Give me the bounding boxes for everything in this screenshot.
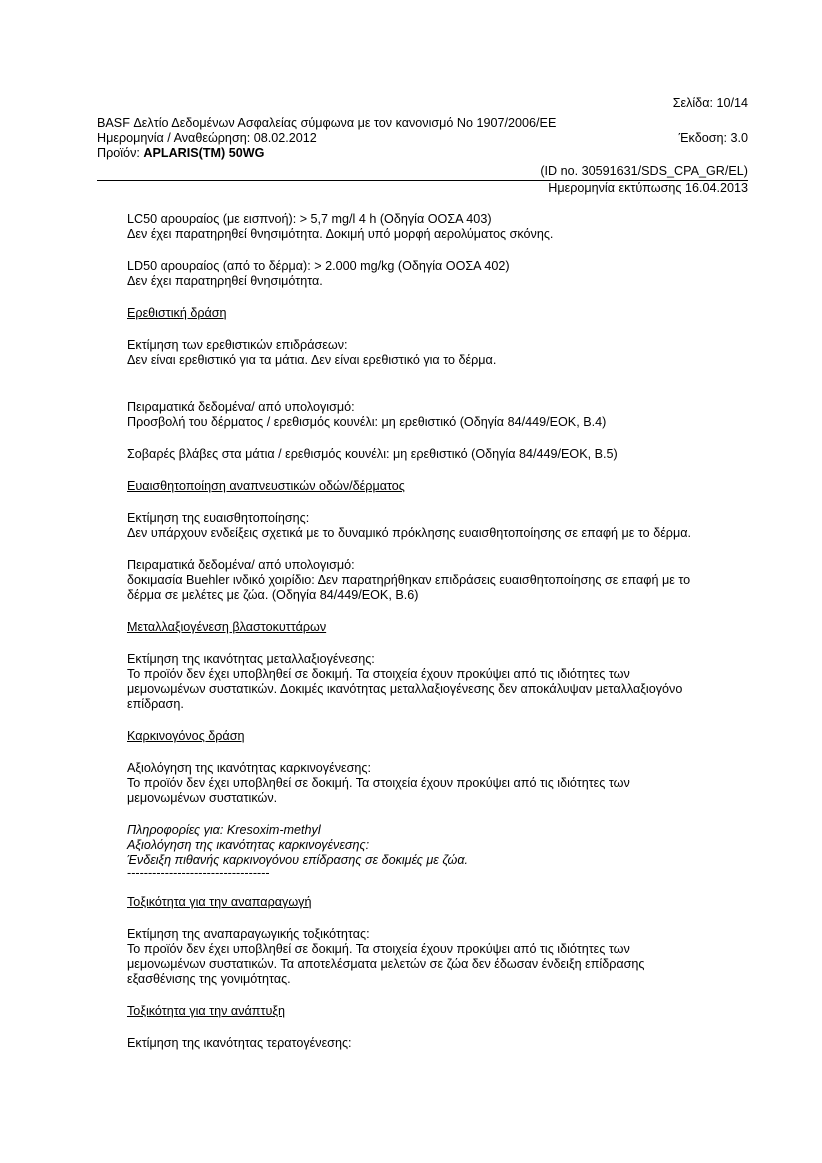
product-line [97,146,748,161]
paragraph: Αξιολόγηση της ικανότητας καρκινογένεσης: [127,761,371,775]
section-heading-irritation: Ερεθιστική δράση [127,306,227,320]
paragraph: δέρμα σε μελέτες με ζώα. (Οδηγία 84/449/ΕΟΚ, B.6) [127,588,419,602]
paragraph: Εκτίμηση της αναπαραγωγικής τοξικότητας: [127,927,370,941]
product-label: Προϊόν: [97,146,144,160]
document-id: (ID no. 30591631/SDS_CPA_GR/EL) [540,164,748,178]
paragraph: μεμονωμένων συστατικών. Τα αποτελέσματα μελετών σε ζώα δεν έδωσαν ένδειξη επίδρασης [127,957,645,971]
paragraph: Το προϊόν δεν έχει υποβληθεί σε δοκιμή. Τα στοιχεία έχουν προκύψει από τις ιδιότητες των [127,942,630,956]
page-number: Σελίδα: 10/14 [672,96,748,110]
paragraph-italic: Πληροφορίες για: Kresoxim-methyl [127,823,321,837]
product-name: APLARIS(TM) 50WG [143,146,265,160]
dashed-separator: ---------------------------------- [127,866,270,880]
paragraph: Εκτίμηση της ευαισθητοποίησης: [127,511,310,525]
section-heading-reproduction: Τοξικότητα για την αναπαραγωγή [127,895,312,909]
section-heading-carcinogenicity: Καρκινογόνος δράση [127,729,245,743]
paragraph: Σοβαρές βλάβες στα μάτια / ερεθισμός κουνέλι: μη ερεθιστικό (Οδηγία 84/449/ΕΟΚ, B.5) [127,447,618,461]
section-heading-development: Τοξικότητα για την ανάπτυξη [127,1004,285,1018]
revision-line [97,131,748,146]
paragraph-italic: Ένδειξη πιθανής καρκινογόνου επίδρασης σε δοκιμές με ζώα. [127,853,469,867]
paragraph: Εκτίμηση της ικανότητας μεταλλαξιογένεσης: [127,652,375,666]
paragraph: δοκιμασία Buehler ινδικό χοιρίδιο: Δεν παρατηρήθηκαν επιδράσεις ευαισθητοποίησης σε επαφή με το [127,573,691,587]
paragraph: επίδραση. [127,697,184,711]
paragraph: εξασθένισης της γονιμότητας. [127,972,291,986]
paragraph: LC50 αρουραίος (με εισπνοή): > 5,7 mg/l 4 h (Οδηγία ΟΟΣΑ 403) [127,212,492,226]
paragraph: Δεν υπάρχουν ενδείξεις σχετικά με το δυναμικό πρόκλησης ευαισθητοποίησης σε επαφή με το δέρμα. [127,526,692,540]
paragraph: Πειραματικά δεδομένα/ από υπολογισμό: [127,400,355,414]
section-heading-sensitization: Ευαισθητοποίηση αναπνευστικών οδών/δέρματος [127,479,405,493]
paragraph: LD50 αρουραίος (από το δέρμα): > 2.000 mg/kg (Οδηγία ΟΟΣΑ 402) [127,259,510,273]
paragraph: Το προϊόν δεν έχει υποβληθεί σε δοκιμή. Τα στοιχεία έχουν προκύψει από τις ιδιότητες των [127,667,630,681]
version: Έκδοση: 3.0 [678,131,748,145]
paragraph: μεμονωμένων συστατικών. [127,791,278,805]
paragraph: μεμονωμένων συστατικών. Δοκιμές ικανότητας μεταλλαξιογένεσης δεν αποκάλυψαν μεταλλαξιογόνο [127,682,683,696]
paragraph: Εκτίμηση των ερεθιστικών επιδράσεων: [127,338,348,352]
paragraph: Δεν έχει παρατηρηθεί θνησιμότητα. Δοκιμή υπό μορφή αερολύματος σκόνης. [127,227,554,241]
paragraph: Δεν είναι ερεθιστικό για τα μάτια. Δεν είναι ερεθιστικό για το δέρμα. [127,353,497,367]
print-date: Ημερομηνία εκτύπωσης 16.04.2013 [548,181,748,195]
paragraph: Εκτίμηση της ικανότητας τερατογένεσης: [127,1036,352,1050]
paragraph: Δεν έχει παρατηρηθεί θνησιμότητα. [127,274,323,288]
paragraph: Προσβολή του δέρματος / ερεθισμός κουνέλι: μη ερεθιστικό (Οδηγία 84/449/ΕΟΚ, B.4) [127,415,607,429]
revision-date: Ημερομηνία / Αναθεώρηση: 08.02.2012 [97,131,317,145]
document-title: BASF Δελτίο Δεδομένων Ασφαλείας σύμφωνα με τον κανονισμό Νο 1907/2006/ΕΕ [97,116,557,130]
paragraph-italic: Αξιολόγηση της ικανότητας καρκινογένεσης: [127,838,370,852]
paragraph: Πειραματικά δεδομένα/ από υπολογισμό: [127,558,355,572]
paragraph: Το προϊόν δεν έχει υποβληθεί σε δοκιμή. Τα στοιχεία έχουν προκύψει από τις ιδιότητες των [127,776,630,790]
document-body [127,212,752,1051]
section-heading-mutagenicity: Μεταλλαξιογένεση βλαστοκυττάρων [127,620,327,634]
